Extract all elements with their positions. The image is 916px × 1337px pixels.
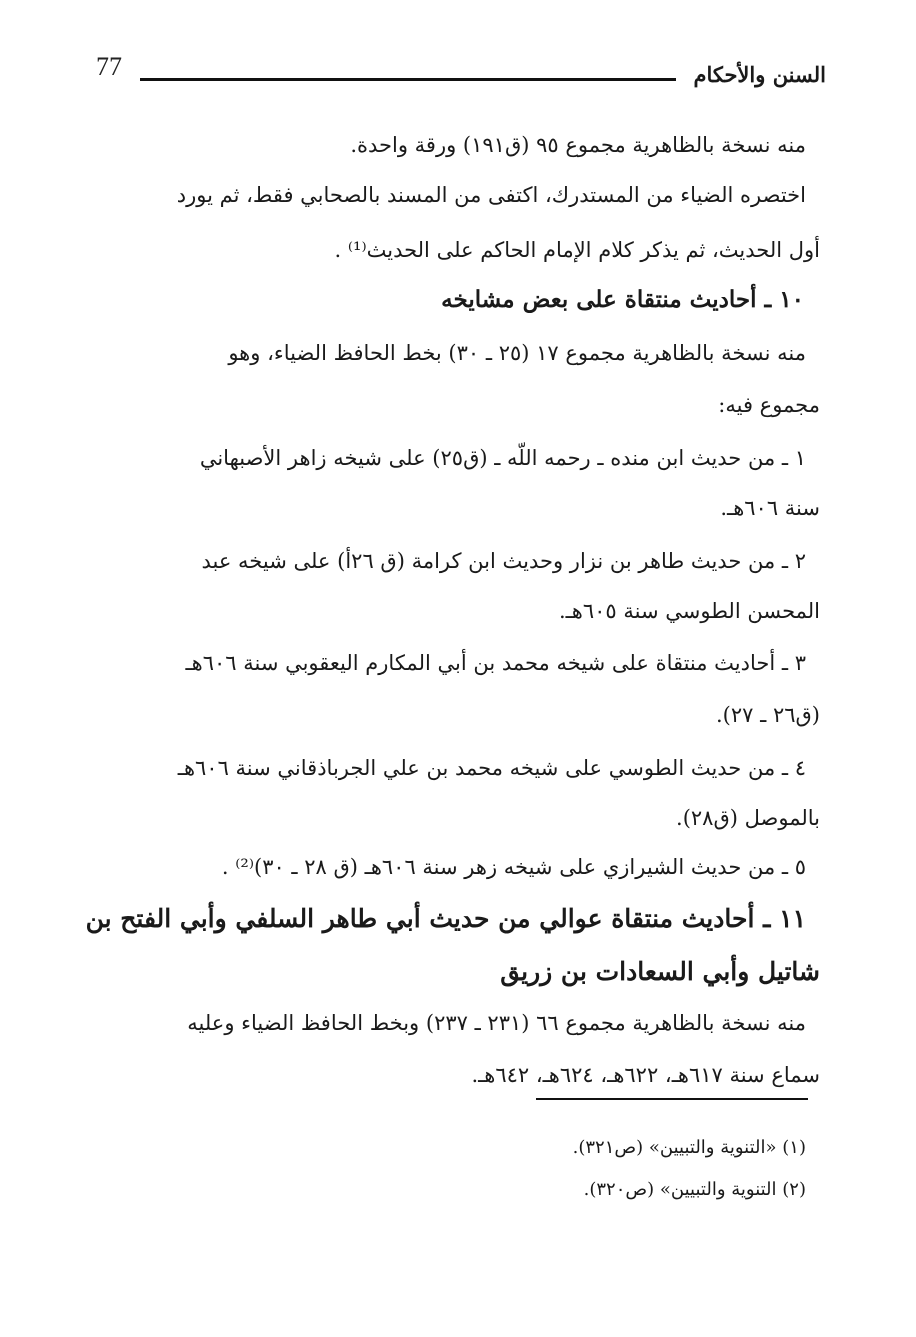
section-heading: ١١ ـ أحاديث منتقاة عوالي من حديث أبي طاهر السلفي وأبي الفتح بن bbox=[85, 904, 806, 933]
list-item-line: ٥ ـ من حديث الشيرازي على شيخه زهر سنة ٦٠٦هـ (ق ٢٨ ـ ٣٠)⁽²⁾ . bbox=[221, 855, 806, 879]
body-line: اختصره الضياء من المستدرك، اكتفى من المسند بالصحابي فقط، ثم يورد bbox=[176, 183, 806, 207]
list-item-line: سنة ٦٠٦هـ. bbox=[720, 496, 820, 520]
section-heading: ١٠ ـ أحاديث منتقاة على بعض مشايخه bbox=[441, 286, 804, 313]
footnote: (٢) التنوية والتبيين» (ص٣٢٠). bbox=[583, 1179, 806, 1200]
footnote: (١) «التنوية والتبيين» (ص٣٢١). bbox=[572, 1137, 806, 1158]
footnote-rule bbox=[536, 1098, 808, 1100]
page-header bbox=[96, 48, 826, 98]
list-item-line: بالموصل (ق٢٨). bbox=[676, 806, 820, 830]
body-line: منه نسخة بالظاهرية مجموع ٦٦ (٢٣١ ـ ٢٣٧) وبخط الحافظ الضياء وعليه bbox=[187, 1011, 806, 1035]
running-title: السنن والأحكام bbox=[693, 62, 826, 87]
list-item-line: ٢ ـ من حديث طاهر بن نزار وحديث ابن كرامة (ق ٢٦أ) على شيخه عبد bbox=[201, 549, 806, 573]
body-line: سماع سنة ٦١٧هـ، ٦٢٢هـ، ٦٢٤هـ، ٦٤٢هـ. bbox=[471, 1063, 820, 1087]
section-heading: شاتيل وأبي السعادات بن زريق bbox=[500, 957, 820, 986]
body-line: أول الحديث، ثم يذكر كلام الإمام الحاكم على الحديث⁽¹⁾ . bbox=[334, 238, 820, 262]
page-number: 77 bbox=[96, 52, 122, 81]
body-line: منه نسخة بالظاهرية مجموع ٩٥ (ق١٩١) ورقة واحدة. bbox=[350, 133, 806, 157]
list-item-line: (ق٢٦ ـ ٢٧). bbox=[715, 703, 820, 727]
list-item-line: المحسن الطوسي سنة ٦٠٥هـ. bbox=[558, 599, 820, 623]
body-line: منه نسخة بالظاهرية مجموع ١٧ (٢٥ ـ ٣٠) بخط الحافظ الضياء، وهو bbox=[228, 341, 806, 365]
body-line: مجموع فيه: bbox=[718, 393, 820, 417]
list-item-line: ٣ ـ أحاديث منتقاة على شيخه محمد بن أبي المكارم اليعقوبي سنة ٦٠٦هـ bbox=[185, 651, 806, 675]
list-item-line: ٤ ـ من حديث الطوسي على شيخه محمد بن علي الجرباذقاني سنة ٦٠٦هـ bbox=[177, 756, 806, 780]
list-item-line: ١ ـ من حديث ابن منده ـ رحمه اللّه ـ (ق٢٥) على شيخه زاهر الأصبهاني bbox=[199, 446, 806, 470]
header-rule bbox=[140, 78, 676, 81]
